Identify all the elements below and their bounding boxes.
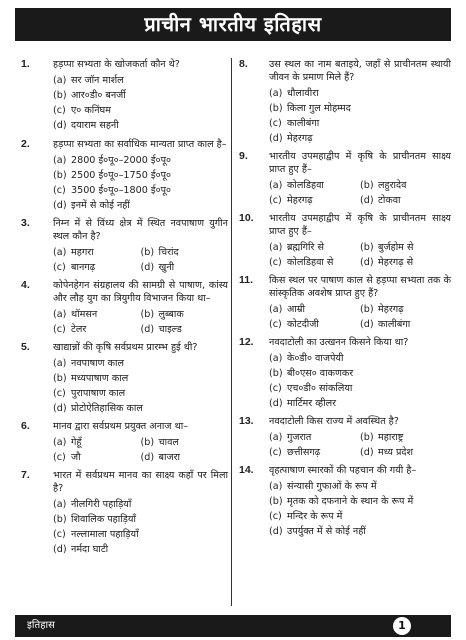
- option: (b) मेहरगढ़: [360, 304, 404, 315]
- option: (b) किला गुल मोहम्मद: [269, 103, 351, 114]
- option: (d) टोकवा: [360, 195, 401, 206]
- question-text: खाद्यान्नों की कृषि सर्वप्रथम प्रारम्भ हुई थी?: [53, 342, 198, 353]
- option: (d) चाइल्ड: [140, 324, 182, 335]
- option: (b) मध्यपाषाण काल: [53, 373, 129, 384]
- option: (c) कोलडिहवा से: [269, 257, 334, 268]
- question-5: [15, 341, 228, 415]
- question-text: हड़प्पा सभ्यता का सर्वाधिक मान्यता प्राप्त काल है–: [53, 139, 227, 150]
- option: (a) आम्री: [269, 304, 306, 315]
- option: (c) कोटदीजी: [269, 319, 319, 330]
- question-text: भारतीय उपमहाद्वीप में कृषि के प्राचीनतम साक्ष्य प्राप्त हुए हैं–: [269, 213, 451, 237]
- question-text: भारतीय उपमहाद्वीप में कृषि के प्राचीनतम साक्ष्य प्राप्त हुए हैं–: [269, 151, 451, 175]
- option: (b) महाराष्ट्र: [360, 432, 404, 443]
- option: (a) नवपाषाण काल: [53, 358, 124, 369]
- option: (d) खुनी: [140, 262, 175, 273]
- question-9: [235, 150, 451, 207]
- option: (a) महगरा: [53, 247, 94, 258]
- option: (a) थॉमसन: [53, 309, 98, 320]
- question-text: कोपेनहेगन संग्रहालय की सामग्री से पाषाण, कांस्य और लौह युग का त्रियुगीय विभाजन किया था–: [53, 280, 228, 304]
- option: (d) इनमें से कोई नहीं: [53, 200, 130, 211]
- question-number: 14.: [239, 464, 254, 476]
- option: (c) ए० कनिंघम: [53, 105, 111, 116]
- question-number: 2.: [21, 138, 30, 150]
- option: (a) 2800 ई०पू०–2000 ई०पू०: [53, 155, 172, 166]
- question-7: [15, 469, 228, 556]
- option: (a) संन्यासी गुफाओं के रूप में: [269, 481, 377, 492]
- question-number: 11.: [239, 274, 254, 286]
- question-10: [235, 212, 451, 269]
- option: (c) मेहरगढ़: [269, 195, 313, 206]
- option: (a) गेहूँ: [53, 437, 82, 448]
- option: (c) 3500 ई०पू०–1800 ई०पू०: [53, 185, 172, 196]
- question-number: 3.: [21, 217, 30, 229]
- question-text: मानव द्वारा सर्वप्रथम प्रयुक्त अनाज था–: [53, 421, 188, 432]
- option: (d) मार्टिमर व्हीलर: [269, 398, 337, 409]
- question-number: 8.: [239, 58, 248, 70]
- option: (b) बी०एस० वाकणकर: [269, 368, 354, 379]
- column-divider: [231, 58, 232, 606]
- question-8: [235, 58, 451, 145]
- question-13: [235, 415, 451, 459]
- option: (b) 2500 ई०पू०–1750 ई०पू०: [53, 170, 172, 181]
- right-column: [235, 58, 451, 543]
- option: (d) दयाराम सहनी: [53, 120, 119, 131]
- question-number: 13.: [239, 415, 254, 427]
- question-text: भारत में सर्वप्रथम मानव का साक्ष्य कहाँ पर मिला है?: [53, 470, 228, 494]
- question-text: किस स्थल पर पाषाण काल से हड़प्पा सभ्यता तक के सांस्कृतिक अवशेष प्राप्त हुए हैं?: [269, 275, 451, 299]
- question-6: [15, 420, 228, 464]
- question-text: नवदाटोली किस राज्य में अवस्थित है?: [269, 416, 399, 427]
- question-text: नवदाटोली का उत्खनन किसने किया था?: [269, 337, 409, 348]
- question-number: 1.: [21, 58, 30, 70]
- page-title: प्राचीन भारतीय इतिहास: [15, 8, 451, 41]
- question-text: हड़प्पा सभ्यता के खोजकर्ता कौन थे?: [53, 59, 180, 70]
- question-number: 10.: [239, 212, 254, 224]
- option: (b) लुब्बाक: [140, 309, 184, 320]
- option: (c) मन्दिर के रूप में: [269, 511, 343, 522]
- option: (c) नल्लामाला पहाड़ियाँ: [53, 529, 139, 540]
- option: (b) आर०डी० बनर्जी: [53, 90, 126, 101]
- option: (b) चावल: [140, 437, 179, 448]
- question-text: वृहत्पाषाण स्मारकों की पहचान की गयी है–: [269, 465, 417, 476]
- option: (a) नीलगिरी पहाड़ियाँ: [53, 499, 132, 510]
- option: (d) प्रोटोऐतिहासिक काल: [53, 403, 143, 414]
- question-number: 6.: [21, 420, 30, 432]
- option: (d) उपर्युक्त में से कोई नहीं: [269, 526, 366, 537]
- option: (a) धौलावीरा: [269, 88, 319, 99]
- question-number: 7.: [21, 469, 30, 481]
- option: (d) मेहरगढ़ से: [360, 257, 414, 268]
- question-14: [235, 464, 451, 538]
- option: (b) बुर्जहोम से: [360, 242, 414, 253]
- option: (a) कोलडिहवा: [269, 180, 324, 191]
- option: (a) ब्रह्मगिरि से: [269, 242, 324, 253]
- option: (c) पुरापाषाण काल: [53, 388, 126, 399]
- option: (c) जौ: [53, 452, 81, 463]
- option: (c) छत्तीसगढ़: [269, 447, 321, 458]
- question-1: [15, 58, 228, 132]
- option: (c) बानगढ़: [53, 262, 96, 273]
- question-3: [15, 217, 228, 274]
- option: (a) के०डी० वाजपेयी: [269, 353, 344, 364]
- footer-subject-label: इतिहास: [27, 620, 55, 631]
- option: (d) नर्मदा घाटी: [53, 544, 109, 555]
- question-text: उस स्थल का नाम बताइये, जहाँ से प्राचीनतम स्थायी जीवन के प्रमाण मिले हैं?: [269, 59, 451, 83]
- question-number: 12.: [239, 336, 254, 348]
- left-column: [15, 58, 228, 561]
- option: (a) गुजरात: [269, 432, 312, 443]
- option: (c) टेलर: [53, 324, 87, 335]
- option: (d) बाजरा: [140, 452, 180, 463]
- question-11: [235, 274, 451, 331]
- question-number: 9.: [239, 150, 248, 162]
- page-number-badge: 1: [393, 617, 411, 635]
- option: (c) कालीबंगा: [269, 118, 320, 129]
- option: (b) शिवालिक पहाड़ियाँ: [53, 514, 136, 525]
- option: (a) सर जॉन मार्शल: [53, 75, 124, 86]
- option: (d) मध्य प्रदेश: [360, 447, 414, 458]
- option: (b) चिरांद: [140, 247, 179, 258]
- question-number: 4.: [21, 279, 30, 291]
- option: (c) एच०डी० सांकलिया: [269, 383, 353, 394]
- question-text: निम्न में से विंध्य क्षेत्र में स्थित नवपाषाण युगीन स्थल कौन है?: [53, 218, 228, 242]
- option: (d) कालीबंगा: [360, 319, 411, 330]
- option: (b) मृतक को दफनाने के स्थान के रूप में: [269, 496, 414, 507]
- question-12: [235, 336, 451, 410]
- question-2: [15, 138, 228, 212]
- page-footer: [15, 615, 451, 637]
- option: (d) मेहरगढ़: [269, 133, 313, 144]
- option: (b) लहुरादेव: [360, 180, 407, 191]
- question-number: 5.: [21, 341, 30, 353]
- question-4: [15, 279, 228, 336]
